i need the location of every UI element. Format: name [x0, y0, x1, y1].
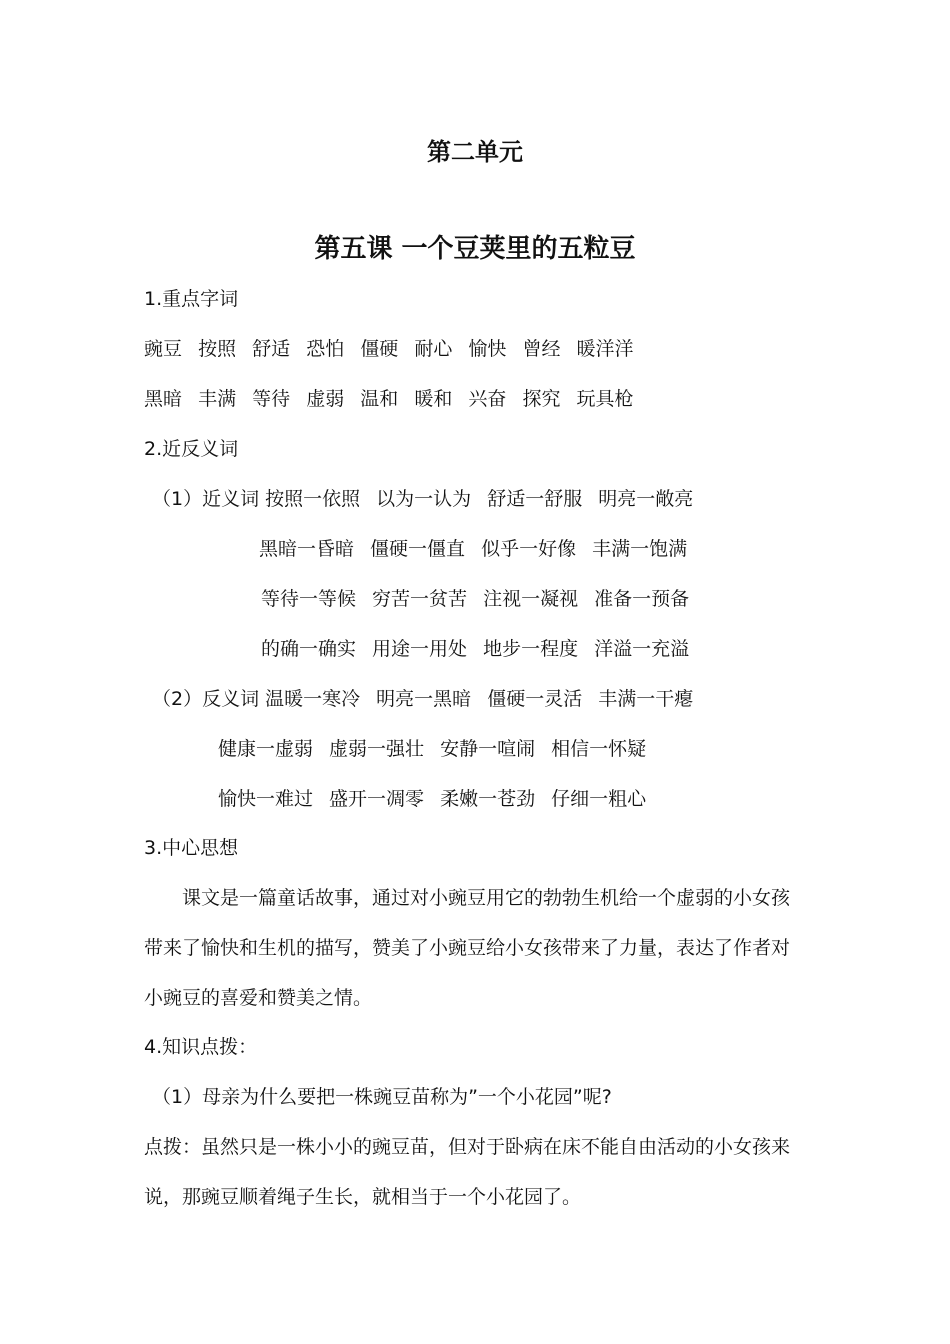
key-words-row-2: [144, 386, 634, 412]
central-idea-line-1: 课文是一篇童话故事，通过对小豌豆用它的勃勃生机给一个虚弱的小女孩: [182, 887, 791, 909]
section-heading-synonyms-antonyms: 2.近反义词: [144, 438, 239, 460]
antonyms-pairs: 温暖一寒冷 明亮一黑暗 僵硬一灵活 丰满一干瘪: [265, 688, 694, 710]
word-item: 探究: [522, 388, 561, 410]
word-item: 愉快: [468, 338, 507, 360]
synonyms-line-1: [152, 486, 693, 512]
word-item: 按照: [198, 338, 237, 360]
word-item: 曾经: [522, 338, 561, 360]
synonyms-line-4: 的确一确实 用途一用处 地步一程度 洋溢一充溢: [261, 638, 690, 660]
antonyms-line-2: 健康一虚弱 虚弱一强壮 安静一喧闹 相信一怀疑: [218, 738, 647, 760]
word-item: 兴奋: [468, 388, 507, 410]
knowledge-question: （1）母亲为什么要把一株豌豆苗称为”一个小花园”呢?: [152, 1086, 612, 1108]
word-item: 虚弱: [306, 388, 345, 410]
key-words-row-1: [144, 336, 634, 362]
synonyms-label: （1）近义词: [152, 488, 260, 510]
word-item: 黑暗: [144, 388, 183, 410]
knowledge-answer-line-1: 点拨：虽然只是一株小小的豌豆苗，但对于卧病在床不能自由活动的小女孩来: [144, 1136, 791, 1158]
antonyms-line-3: 愉快一难过 盛开一凋零 柔嫩一苍劲 仔细一粗心: [218, 788, 647, 810]
word-item: 恐怕: [306, 338, 345, 360]
section-heading-knowledge-points: 4.知识点拨：: [144, 1036, 258, 1058]
lesson-title: 第五课 一个豆荚里的五粒豆: [314, 234, 636, 264]
synonyms-pairs: 按照一依照 以为一认为 舒适一舒服 明亮一敞亮: [265, 488, 694, 510]
word-item: 玩具枪: [576, 388, 634, 410]
central-idea-line-3: 小豌豆的喜爱和赞美之情。: [144, 987, 373, 1009]
word-item: 僵硬: [360, 338, 399, 360]
word-item: 耐心: [414, 338, 453, 360]
word-item: 等待: [252, 388, 291, 410]
section-heading-central-idea: 3.中心思想: [144, 837, 239, 859]
word-item: 舒适: [252, 338, 291, 360]
unit-title: 第二单元: [427, 138, 523, 166]
word-item: 豌豆: [144, 338, 183, 360]
word-item: 温和: [360, 388, 399, 410]
word-item: 丰满: [198, 388, 237, 410]
central-idea-line-2: 带来了愉快和生机的描写，赞美了小豌豆给小女孩带来了力量，表达了作者对: [144, 937, 791, 959]
word-item: 暖洋洋: [576, 338, 634, 360]
synonyms-line-3: 等待一等候 穷苦一贫苦 注视一凝视 准备一预备: [261, 588, 690, 610]
section-heading-key-words: 1.重点字词: [144, 288, 239, 310]
knowledge-answer-line-2: 说，那豌豆顺着绳子生长，就相当于一个小花园了。: [144, 1186, 582, 1208]
antonyms-label: （2）反义词: [152, 688, 260, 710]
word-item: 暖和: [414, 388, 453, 410]
antonyms-line-1: [152, 686, 693, 712]
synonyms-line-2: 黑暗一昏暗 僵硬一僵直 似乎一好像 丰满一饱满: [259, 538, 688, 560]
